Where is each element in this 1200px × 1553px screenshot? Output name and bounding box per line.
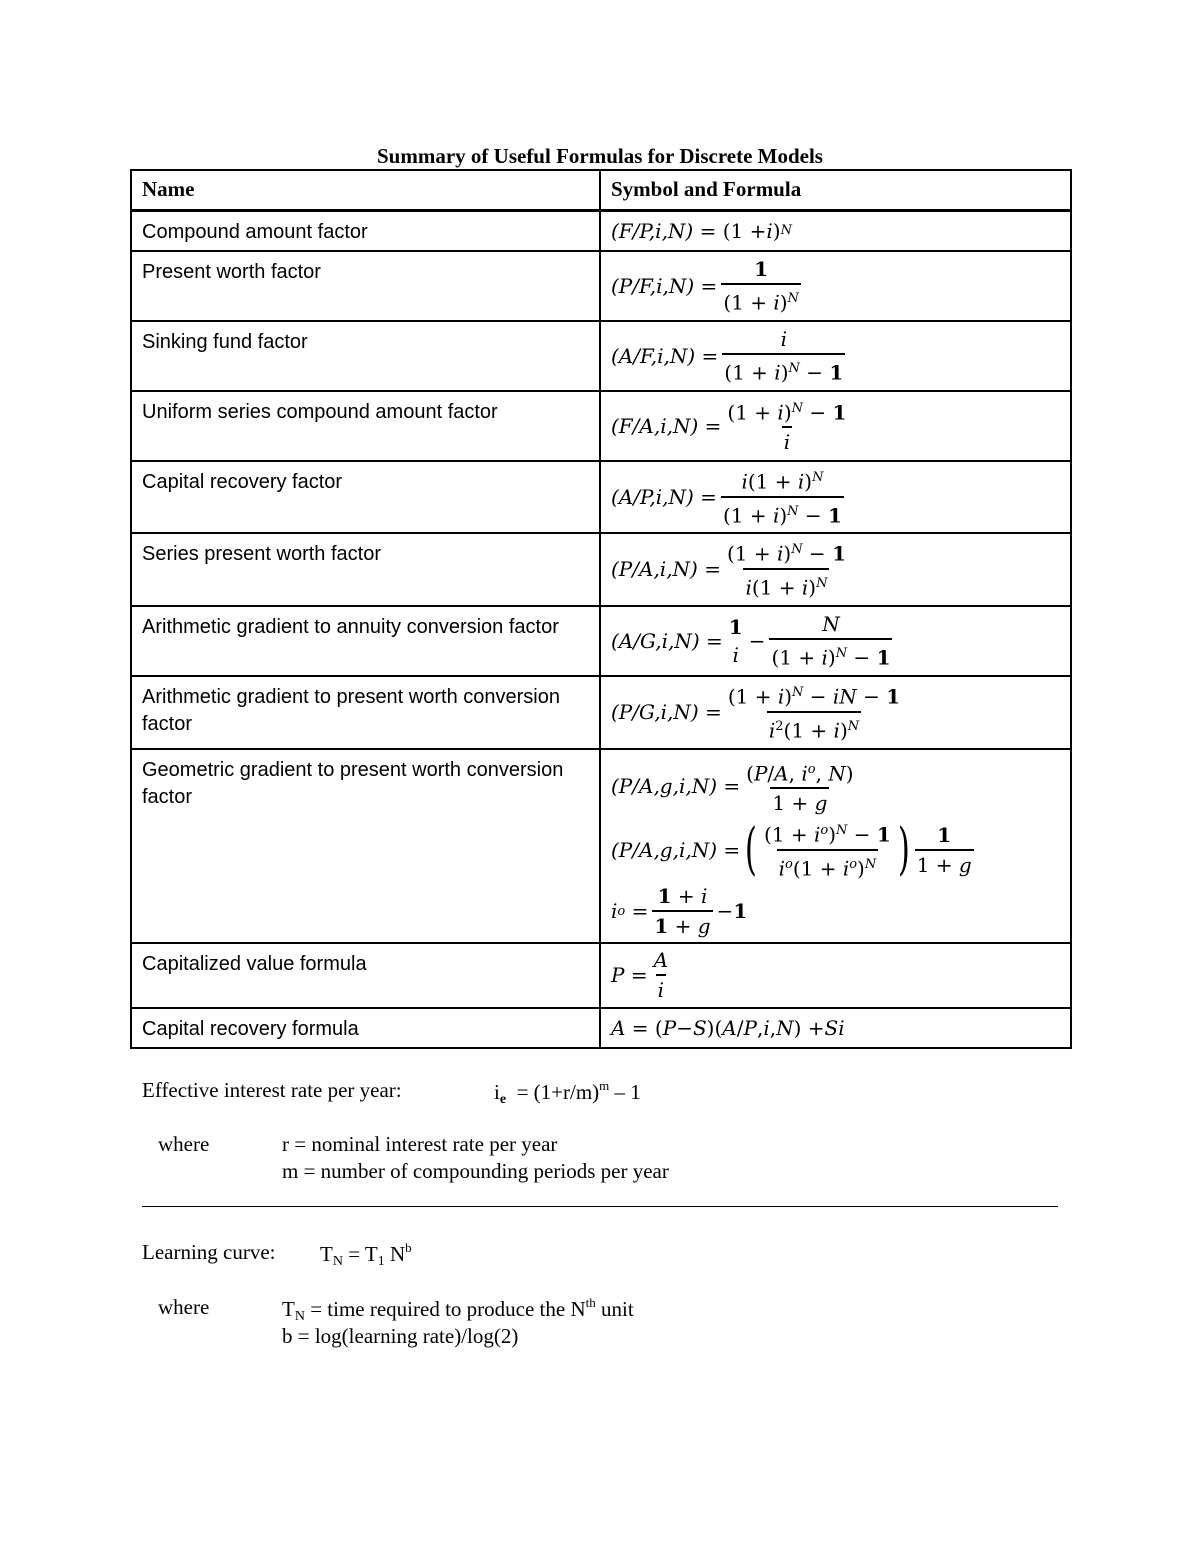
formula-table: [130, 169, 1072, 1049]
table-row: [131, 211, 1071, 251]
table-header-row: [131, 170, 1071, 211]
formula-lhs: (P/A,g,i,N): [611, 774, 718, 799]
m-definition: m = number of compounding periods per year: [282, 1159, 669, 1183]
formula-lhs: (A/P,i,N): [611, 484, 694, 509]
row-name: Arithmetic gradient to present worth conversion factor: [131, 676, 600, 749]
row-name: Capital recovery factor: [131, 461, 600, 533]
effective-rate-formula-b: – 1: [609, 1080, 641, 1104]
row-formula: (A/F,i,N) = $\frac{i}{(1 + i)^N - 1}$: [600, 321, 1071, 391]
lc-t: T: [320, 1242, 333, 1266]
lc-where-label: where: [158, 1295, 210, 1319]
learning-curve-formula: [320, 1240, 412, 1270]
table-row: [131, 606, 1071, 676]
tn-def-b: unit: [595, 1297, 634, 1321]
r-definition: r = nominal interest rate per year: [282, 1132, 558, 1156]
table-row: [131, 533, 1071, 606]
effective-rate-symbol: i: [494, 1080, 500, 1104]
row-name: Arithmetic gradient to annuity conversion factor: [131, 606, 600, 676]
learning-curve-label: Learning curve:: [142, 1240, 276, 1264]
table-row: [131, 461, 1071, 533]
table-row: [131, 391, 1071, 461]
effective-rate-sup: m: [599, 1078, 610, 1093]
formula-lhs: (P/G,i,N): [611, 700, 699, 724]
formula-lhs: A: [611, 1015, 626, 1040]
lc-mid: = T: [342, 1242, 378, 1266]
tn-sub: N: [294, 1309, 305, 1324]
lc-end: N: [384, 1242, 406, 1266]
formula-lhs: P: [611, 963, 625, 987]
effective-rate-label: Effective interest rate per year:: [142, 1078, 402, 1102]
formula-lhs: (P/A,i,N): [611, 557, 698, 581]
tn-sym: T: [282, 1297, 295, 1321]
table-row: [131, 749, 1071, 943]
lc-sub: N: [332, 1254, 343, 1269]
divider: [142, 1206, 1058, 1207]
lc-sub2: 1: [377, 1254, 385, 1269]
tn-definition: [282, 1295, 634, 1325]
b-definition: b = log(learning rate)/log(2): [282, 1324, 519, 1348]
formula-lhs: (A/G,i,N): [611, 628, 700, 653]
row-name: Present worth factor: [131, 251, 600, 321]
row-name: Capital recovery formula: [131, 1008, 600, 1048]
tn-sup: th: [585, 1295, 596, 1310]
row-formula: (P/G,i,N) = $\frac{(1 + i)^N - iN - 1}{i^2(1 + i)^N}$: [600, 676, 1071, 749]
table-row: [131, 676, 1071, 749]
header-name: Name: [131, 170, 600, 211]
page-title: Summary of Useful Formulas for Discrete Models: [377, 144, 823, 168]
row-formula: (P/A,i,N) = $\frac{(1 + i)^N - 1}{i(1 + i)^N}$: [600, 533, 1071, 606]
tn-def-a: = time required to produce the N: [304, 1297, 586, 1321]
row-name: Series present worth factor: [131, 533, 600, 606]
where-label: where: [158, 1132, 210, 1156]
row-formula: (F/P,i,N) = (1 + i ) N: [600, 211, 1071, 251]
lc-sup: b: [405, 1240, 412, 1255]
header-formula: Symbol and Formula: [600, 170, 1071, 211]
table-row: [131, 1008, 1071, 1048]
formula-lhs: (P/F,i,N): [611, 273, 695, 298]
effective-rate-formula: [494, 1078, 641, 1108]
table-row: [131, 321, 1071, 391]
table-row: [131, 943, 1071, 1008]
effective-rate-formula-a: = (1+r/m): [516, 1080, 600, 1104]
formula-lhs: (F/P,i,N): [611, 218, 694, 243]
table-row: [131, 251, 1071, 321]
row-formula: (F/A,i,N) = $\frac{(1 + i)^N - 1}{i}$: [600, 391, 1071, 461]
row-name: Sinking fund factor: [131, 321, 600, 391]
row-name: Geometric gradient to present worth conversion factor: [131, 749, 600, 943]
row-name: Compound amount factor: [131, 211, 600, 251]
row-formula: A = ( P − S )( A / P , i , N ) + Si: [600, 1008, 1071, 1048]
formula-lhs: (A/F,i,N): [611, 343, 696, 368]
row-formula: (P/F,i,N) = $\frac{1}{(1 + i)^N}$: [600, 251, 1071, 321]
effective-rate-sub: e: [499, 1092, 507, 1107]
row-formula: (A/P,i,N) = $\frac{i(1 + i)^N}{(1 + i)^N - 1}$: [600, 461, 1071, 533]
formula-lhs: (F/A,i,N): [611, 413, 699, 438]
row-formula: P = $\frac{A}{i}$: [600, 943, 1071, 1008]
row-name: Uniform series compound amount factor: [131, 391, 600, 461]
row-name: Capitalized value formula: [131, 943, 600, 1008]
row-formula: (P/A,g,i,N) = $\frac{(P/A, i^o, N)}{1 + g}$ (P/A,g,i,N) = ( $\frac{(1 + i^o)^N - 1}{i^o(1 + i^o)^N}$ ) $\frac{1}{1 + g}$ i o = $\frac{1 + i}{1 + g}$ − 1: [600, 749, 1071, 943]
row-formula: (A/G,i,N) = 1 i − $\frac{N}{(1 + i)^N - 1}$: [600, 606, 1071, 676]
